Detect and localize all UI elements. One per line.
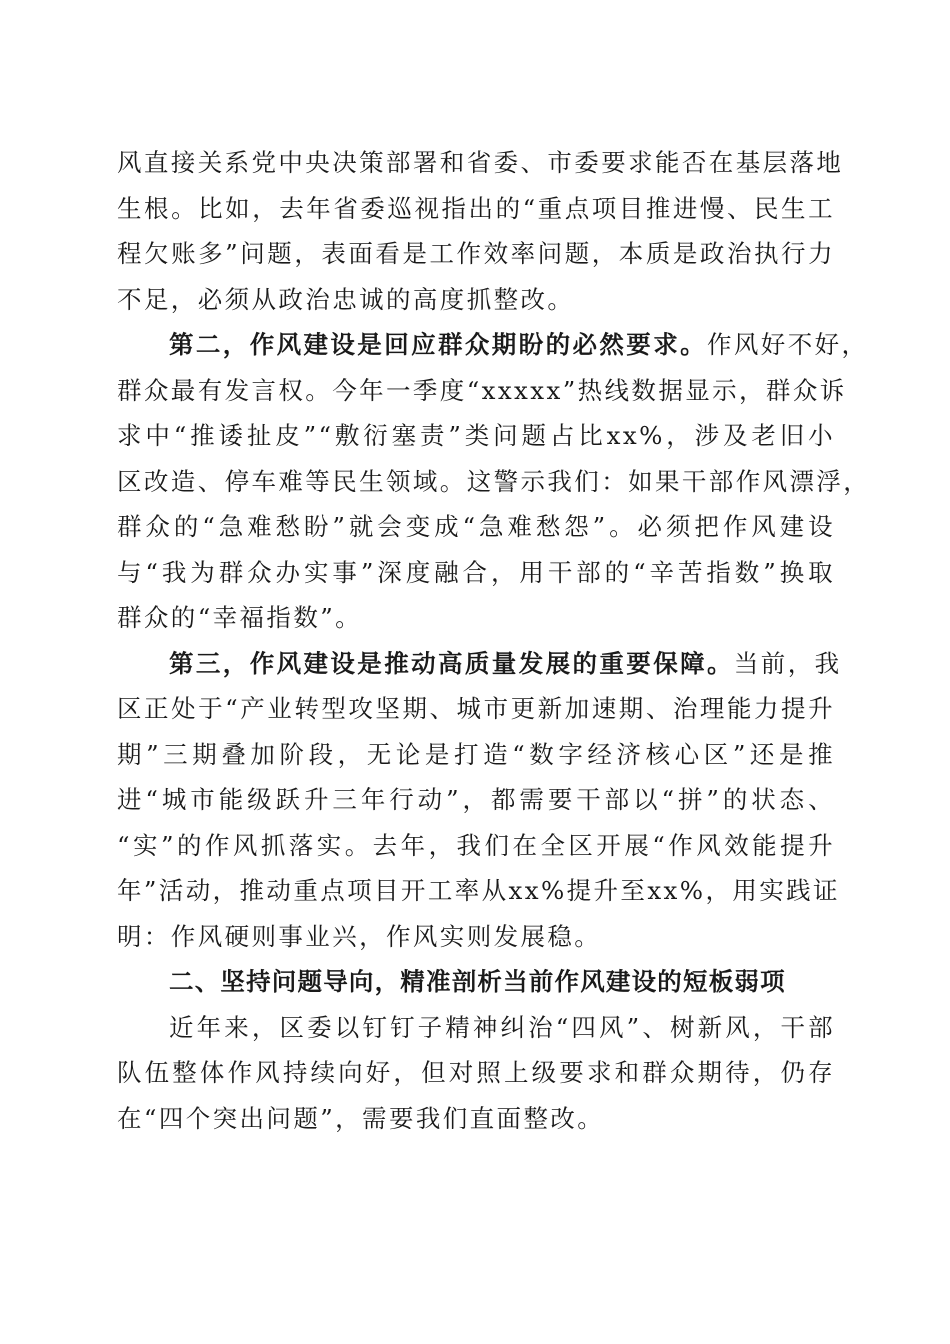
text-line: 区正处于“产业转型攻坚期、城市更新加速期、治理能力提升 xyxy=(117,694,835,723)
text-line: 不足，必须从政治忠诚的高度抓整改。 xyxy=(117,284,575,314)
text-line: 群众最有发言权。今年一季度“xxxxx”热线数据显示，群众诉 xyxy=(117,375,847,405)
text-line: 明：作风硬则事业兴，作风实则发展稳。 xyxy=(117,921,602,951)
text-run: 作风好不好， xyxy=(707,330,869,359)
paragraph-fourth xyxy=(117,1005,835,1142)
text-line: 队伍整体作风持续向好，但对照上级要求和群众期待，仍存 xyxy=(117,1058,835,1087)
paragraph-lead-sentence: 第三，作风建设是推动高质量发展的重要保障。 xyxy=(169,648,734,678)
text-line: 近年来，区委以钉钉子精神纠治“四风”、树新风，干部 xyxy=(169,1012,835,1042)
section-heading: 二、坚持问题导向，精准剖析当前作风建设的短板弱项 xyxy=(169,967,786,996)
text-line: “实”的作风抓落实。去年，我们在全区开展“作风效能提升 xyxy=(117,830,835,860)
paragraph-lead-sentence: 第二，作风建设是回应群众期盼的必然要求。 xyxy=(169,330,707,359)
text-line: 区改造、停车难等民生领域。这警示我们：如果干部作风漂浮， xyxy=(117,466,871,496)
text-line: 程欠账多”问题，表面看是工作效率问题，本质是政治执行力 xyxy=(117,239,835,268)
text-line: 进“城市能级跃升三年行动”，都需要干部以“拼”的状态、 xyxy=(117,785,835,814)
text-run: 当前，我 xyxy=(733,648,842,678)
document-body xyxy=(117,140,871,1141)
paragraph-second-point xyxy=(117,322,871,641)
text-line: 求中“推诿扯皮”“敷衍塞责”类问题占比xx%，涉及老旧小 xyxy=(117,421,835,450)
paragraph-third-point xyxy=(117,641,842,960)
text-line: 年”活动，推动重点项目开工率从xx%提升至xx%，用实践证 xyxy=(117,876,840,905)
text-line: 期”三期叠加阶段，无论是打造“数字经济核心区”还是推 xyxy=(117,739,835,769)
text-line: 风直接关系党中央决策部署和省委、市委要求能否在基层落地 xyxy=(117,148,844,177)
text-line: 群众的“急难愁盼”就会变成“急难愁怨”。必须把作风建设 xyxy=(117,512,835,541)
text-line: 在“四个突出问题”，需要我们直面整改。 xyxy=(117,1103,605,1133)
text-line xyxy=(117,322,869,368)
paragraph-intro-continuation xyxy=(117,140,844,322)
text-line: 生根。比如，去年省委巡视指出的“重点项目推进慢、民生工 xyxy=(117,193,835,223)
text-line: 群众的“幸福指数”。 xyxy=(117,603,363,632)
text-line xyxy=(117,641,842,687)
text-line: 与“我为群众办实事”深度融合，用干部的“辛苦指数”换取 xyxy=(117,557,835,587)
